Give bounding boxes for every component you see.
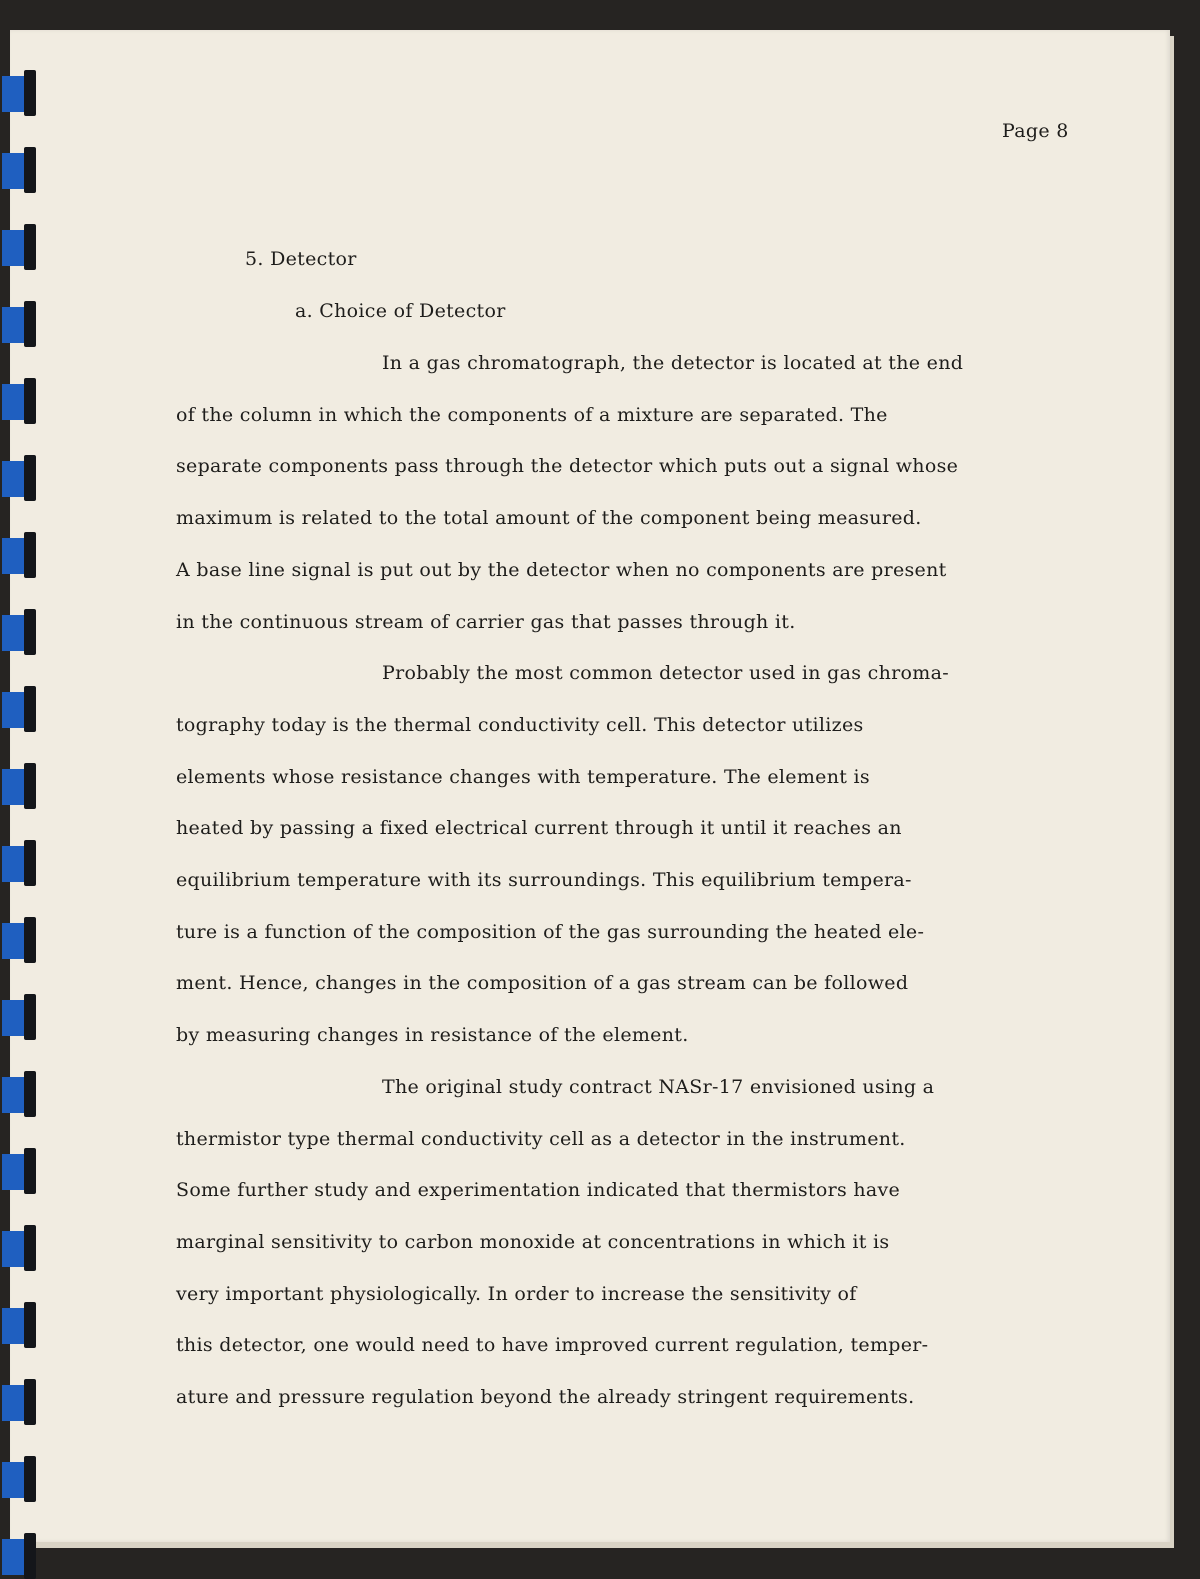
binding-ring [2, 763, 36, 809]
text-line: elements whose resistance changes with temperature. The element is [176, 765, 870, 788]
page-number: Page 8 [1002, 120, 1069, 142]
text-line: Probably the most common detector used in gas chroma- [382, 662, 949, 685]
binding-ring [2, 1456, 36, 1502]
text-line: of the column in which the components of a mixture are separated. The [176, 403, 888, 426]
binding-ring [2, 1533, 36, 1579]
text-line: A base line signal is put out by the detector when no components are present [176, 558, 947, 581]
subsection-heading: a. Choice of Detector [295, 300, 506, 322]
text-line: in the continuous stream of carrier gas that passes through it. [176, 610, 796, 633]
text-line: ment. Hence, changes in the composition of a gas stream can be followed [176, 972, 909, 995]
binding-ring [2, 224, 36, 270]
binding-ring [2, 1379, 36, 1425]
binding-ring [2, 994, 36, 1040]
binding-ring [2, 1071, 36, 1117]
binding-ring [2, 532, 36, 578]
binding-ring [2, 609, 36, 655]
binding-ring [2, 917, 36, 963]
text-line: this detector, one would need to have improved current regulation, temper- [176, 1334, 929, 1357]
section-heading: 5. Detector [245, 248, 357, 270]
text-line: ature and pressure regulation beyond the already stringent requirements. [176, 1386, 915, 1408]
binding-ring [2, 378, 36, 424]
text-line: very important physiologically. In order to increase the sensitivity of [176, 1282, 857, 1305]
text-line: Some further study and experimentation indicated that thermistors have [176, 1179, 901, 1202]
text-line: thermistor type thermal conductivity cell as a detector in the instrument. [176, 1127, 906, 1150]
text-line: equilibrium temperature with its surroundings. This equilibrium tempera- [176, 869, 912, 891]
binding-ring [2, 1148, 36, 1194]
text-line: The original study contract NASr-17 envisioned using a [382, 1075, 935, 1098]
binding-ring [2, 147, 36, 193]
binding-ring [2, 686, 36, 732]
binding-ring [2, 840, 36, 886]
binding-ring [2, 70, 36, 116]
text-line: separate components pass through the detector which puts out a signal whose [176, 455, 959, 478]
binding-ring [2, 455, 36, 501]
binding-ring [2, 301, 36, 347]
text-line: by measuring changes in resistance of the element. [176, 1024, 689, 1047]
spiral-binding [0, 0, 40, 1576]
text-line: ture is a function of the composition of the gas surrounding the heated ele- [176, 920, 925, 943]
binding-ring [2, 1302, 36, 1348]
text-line: maximum is related to the total amount of the component being measured. [176, 507, 922, 530]
text-line: marginal sensitivity to carbon monoxide at concentrations in which it is [176, 1230, 890, 1253]
text-line: In a gas chromatograph, the detector is located at the end [382, 352, 964, 374]
binding-ring [2, 1225, 36, 1271]
text-line: heated by passing a fixed electrical current through it until it reaches an [176, 817, 902, 840]
text-line: tography today is the thermal conductivity cell. This detector utilizes [176, 713, 864, 736]
